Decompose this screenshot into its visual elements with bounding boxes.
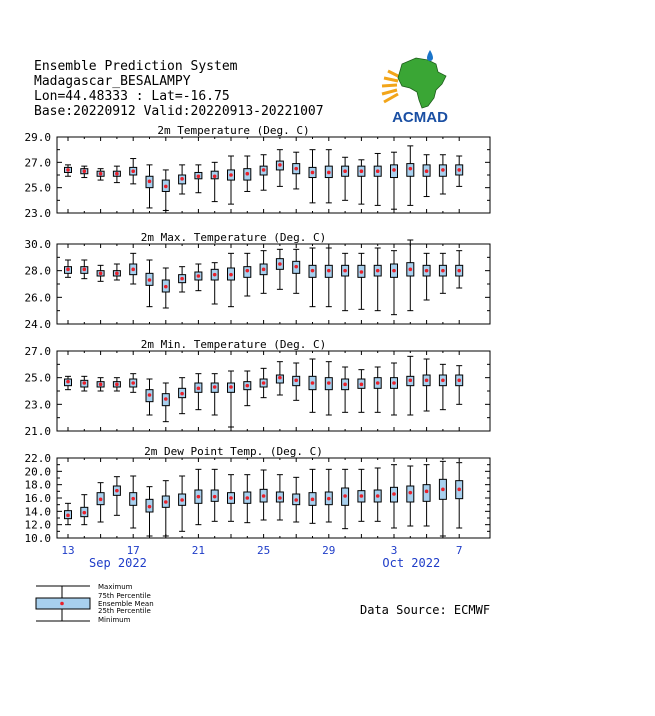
y-tick-label: 12.0 <box>24 518 51 532</box>
x-tick-label: 29 <box>322 544 336 557</box>
mean-dot <box>441 269 445 273</box>
mean-dot <box>131 268 135 272</box>
header-line-1: Ensemble Prediction System <box>34 59 238 74</box>
mean-dot <box>294 498 298 502</box>
mean-dot <box>278 262 282 266</box>
mean-dot <box>229 173 233 177</box>
mean-dot <box>164 397 168 401</box>
mean-dot <box>148 180 152 184</box>
mean-dot <box>148 505 152 509</box>
mean-dot <box>229 385 233 389</box>
mean-dot <box>343 269 347 273</box>
mean-dot <box>278 376 282 380</box>
x-tick-label: 13 <box>61 544 75 557</box>
mean-dot <box>360 270 364 274</box>
y-tick-label: 22.0 <box>24 452 51 465</box>
mean-dot <box>343 494 347 498</box>
mean-dot <box>294 379 298 383</box>
legend-mean-dot <box>60 602 64 606</box>
legend-label-maximum: Maximum <box>98 583 133 591</box>
mean-dot <box>66 268 70 272</box>
mean-dot <box>197 495 201 499</box>
legend-label-mean: Ensemble Mean <box>98 600 154 608</box>
mean-dot <box>392 269 396 273</box>
mean-dot <box>180 498 184 502</box>
mean-dot <box>83 511 87 515</box>
y-tick-label: 10.0 <box>24 532 51 545</box>
mean-dot <box>278 496 282 500</box>
panel-title: 2m Temperature (Deg. C) <box>157 124 310 137</box>
y-tick-label: 30.0 <box>24 238 51 251</box>
mean-dot <box>360 169 364 173</box>
plot-frame <box>57 244 490 324</box>
mean-dot <box>425 379 429 383</box>
mean-dot <box>148 393 152 397</box>
mean-dot <box>409 167 413 171</box>
mean-dot <box>164 285 168 289</box>
mean-dot <box>246 384 250 388</box>
mean-dot <box>457 269 461 273</box>
x-tick-label: 21 <box>191 544 206 557</box>
mean-dot <box>327 269 331 273</box>
mean-dot <box>115 489 119 493</box>
mean-dot <box>360 494 364 498</box>
mean-dot <box>392 168 396 172</box>
mean-dot <box>164 185 168 189</box>
mean-dot <box>376 269 380 273</box>
y-tick-label: 21.0 <box>24 425 51 438</box>
mean-dot <box>148 278 152 282</box>
header-line-4: Base:20220912 Valid:20220913-20221007 <box>34 104 324 119</box>
mean-dot <box>409 491 413 495</box>
mean-dot <box>164 500 168 504</box>
panel-title: 2m Dew Point Temp. (Deg. C) <box>144 445 323 458</box>
legend-label-75th: 75th Percentile <box>98 592 151 600</box>
mean-dot <box>457 488 461 492</box>
mean-dot <box>213 174 217 178</box>
mean-dot <box>457 168 461 172</box>
y-tick-label: 23.0 <box>24 398 51 412</box>
mean-dot <box>327 171 331 175</box>
mean-dot <box>197 387 201 391</box>
y-tick-label: 28.0 <box>24 264 51 278</box>
x-tick-label: 7 <box>455 544 463 557</box>
mean-dot <box>343 169 347 173</box>
mean-dot <box>392 492 396 496</box>
legend-label-minimum: Minimum <box>98 616 131 624</box>
panel-title: 2m Min. Temperature (Deg. C) <box>140 338 327 351</box>
mean-dot <box>392 381 396 385</box>
x-tick-label: 25 <box>256 544 271 557</box>
mean-dot <box>197 174 201 178</box>
mean-dot <box>441 488 445 492</box>
mean-dot <box>115 172 119 176</box>
mean-dot <box>441 379 445 383</box>
mean-dot <box>457 379 461 383</box>
mean-dot <box>246 172 250 176</box>
mean-dot <box>311 498 315 502</box>
mean-dot <box>229 273 233 277</box>
mean-dot <box>376 381 380 385</box>
mean-dot <box>213 495 217 499</box>
mean-dot <box>376 169 380 173</box>
y-tick-label: 29.0 <box>24 131 51 144</box>
panel-title: 2m Max. Temperature (Deg. C) <box>140 231 327 244</box>
mean-dot <box>99 172 103 176</box>
mean-dot <box>262 268 266 272</box>
mean-dot <box>66 514 70 518</box>
y-tick-label: 25.0 <box>24 181 51 195</box>
mean-dot <box>262 168 266 172</box>
legend-label-25th: 25th Percentile <box>98 607 151 615</box>
y-tick-label: 24.0 <box>24 318 51 331</box>
mean-dot <box>409 268 413 272</box>
mean-dot <box>213 385 217 389</box>
mean-dot <box>262 494 266 498</box>
mean-dot <box>115 383 119 387</box>
mean-dot <box>294 265 298 269</box>
mean-dot <box>131 169 135 173</box>
y-tick-label: 26.0 <box>24 291 51 305</box>
mean-dot <box>115 272 119 276</box>
y-tick-label: 27.0 <box>24 156 51 170</box>
logo-text: ACMAD <box>392 109 448 126</box>
y-tick-label: 18.0 <box>24 478 51 492</box>
mean-dot <box>327 497 331 501</box>
y-tick-label: 16.0 <box>24 492 51 505</box>
mean-dot <box>83 268 87 272</box>
mean-dot <box>99 272 103 276</box>
mean-dot <box>425 269 429 273</box>
mean-dot <box>425 490 429 494</box>
mean-dot <box>311 269 315 273</box>
x-tick-label: 17 <box>126 544 140 557</box>
header-line-2: Madagascar_BESALAMPY <box>34 74 191 89</box>
mean-dot <box>213 273 217 277</box>
mean-dot <box>99 383 103 387</box>
mean-dot <box>131 381 135 385</box>
mean-dot <box>278 163 282 167</box>
plot-frame <box>57 351 490 431</box>
mean-dot <box>197 274 201 278</box>
mean-dot <box>246 269 250 273</box>
mean-dot <box>262 381 266 385</box>
mean-dot <box>180 177 184 181</box>
y-tick-label: 27.0 <box>24 345 51 358</box>
mean-dot <box>409 379 413 383</box>
y-tick-label: 14.0 <box>24 505 51 519</box>
mean-dot <box>327 381 331 385</box>
mean-dot <box>180 277 184 281</box>
mean-dot <box>180 392 184 396</box>
mean-dot <box>425 169 429 173</box>
x-tick-label: 3 <box>390 544 398 557</box>
mean-dot <box>83 169 87 173</box>
mean-dot <box>246 496 250 500</box>
y-tick-label: 23.0 <box>24 207 51 220</box>
mean-dot <box>294 167 298 171</box>
month-label: Sep 2022 <box>89 556 147 570</box>
mean-dot <box>441 168 445 172</box>
mean-dot <box>311 171 315 175</box>
mean-dot <box>376 494 380 498</box>
mean-dot <box>343 383 347 387</box>
header-line-3: Lon=44.48333 : Lat=-16.75 <box>34 89 230 104</box>
mean-dot <box>83 381 87 385</box>
data-source-label: Data Source: ECMWF <box>360 603 491 617</box>
mean-dot <box>66 168 70 172</box>
y-tick-label: 20.0 <box>24 465 51 479</box>
mean-dot <box>311 381 315 385</box>
month-label: Oct 2022 <box>382 556 441 570</box>
mean-dot <box>229 496 233 500</box>
mean-dot <box>360 383 364 387</box>
mean-dot <box>99 498 103 502</box>
mean-dot <box>131 497 135 501</box>
mean-dot <box>66 380 70 384</box>
y-tick-label: 25.0 <box>24 371 51 385</box>
